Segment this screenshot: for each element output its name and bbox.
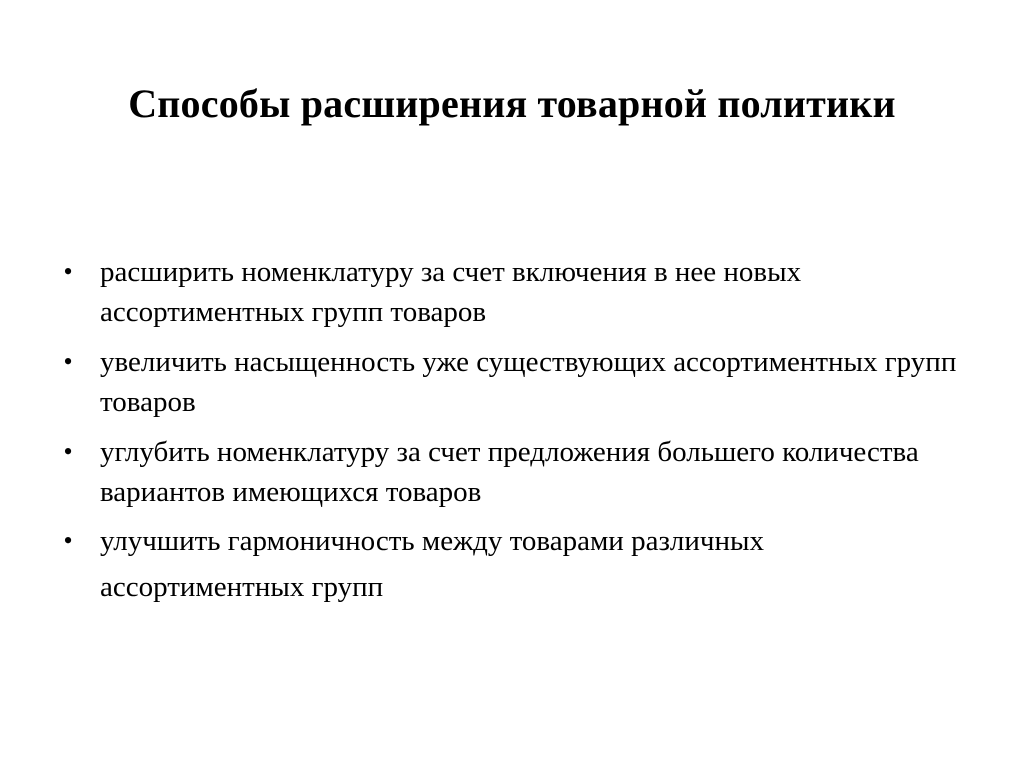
- bullet-item: [58, 252, 958, 332]
- slide-title: Способы расширения товарной политики: [128, 81, 896, 126]
- bullet-text: улучшить гармоничность между товарами различных ассортиментных групп: [100, 525, 764, 603]
- bullet-list: [58, 252, 958, 620]
- bullet-text: углубить номенклатуру за счет предложения большего количества вариантов имеющихся товаров: [100, 436, 919, 508]
- bullet-icon: •: [63, 257, 73, 286]
- bullet-item: [58, 432, 958, 512]
- bullet-icon: •: [63, 526, 73, 555]
- bullet-item: [58, 518, 958, 610]
- bullet-text: расширить номенклатуру за счет включения в нее новых ассортиментных групп товаров: [100, 256, 802, 328]
- bullet-item: [58, 342, 958, 422]
- bullet-icon: •: [63, 347, 73, 376]
- bullet-text: увеличить насыщенность уже существующих ассортиментных групп товаров: [100, 346, 957, 418]
- bullet-icon: •: [63, 437, 73, 466]
